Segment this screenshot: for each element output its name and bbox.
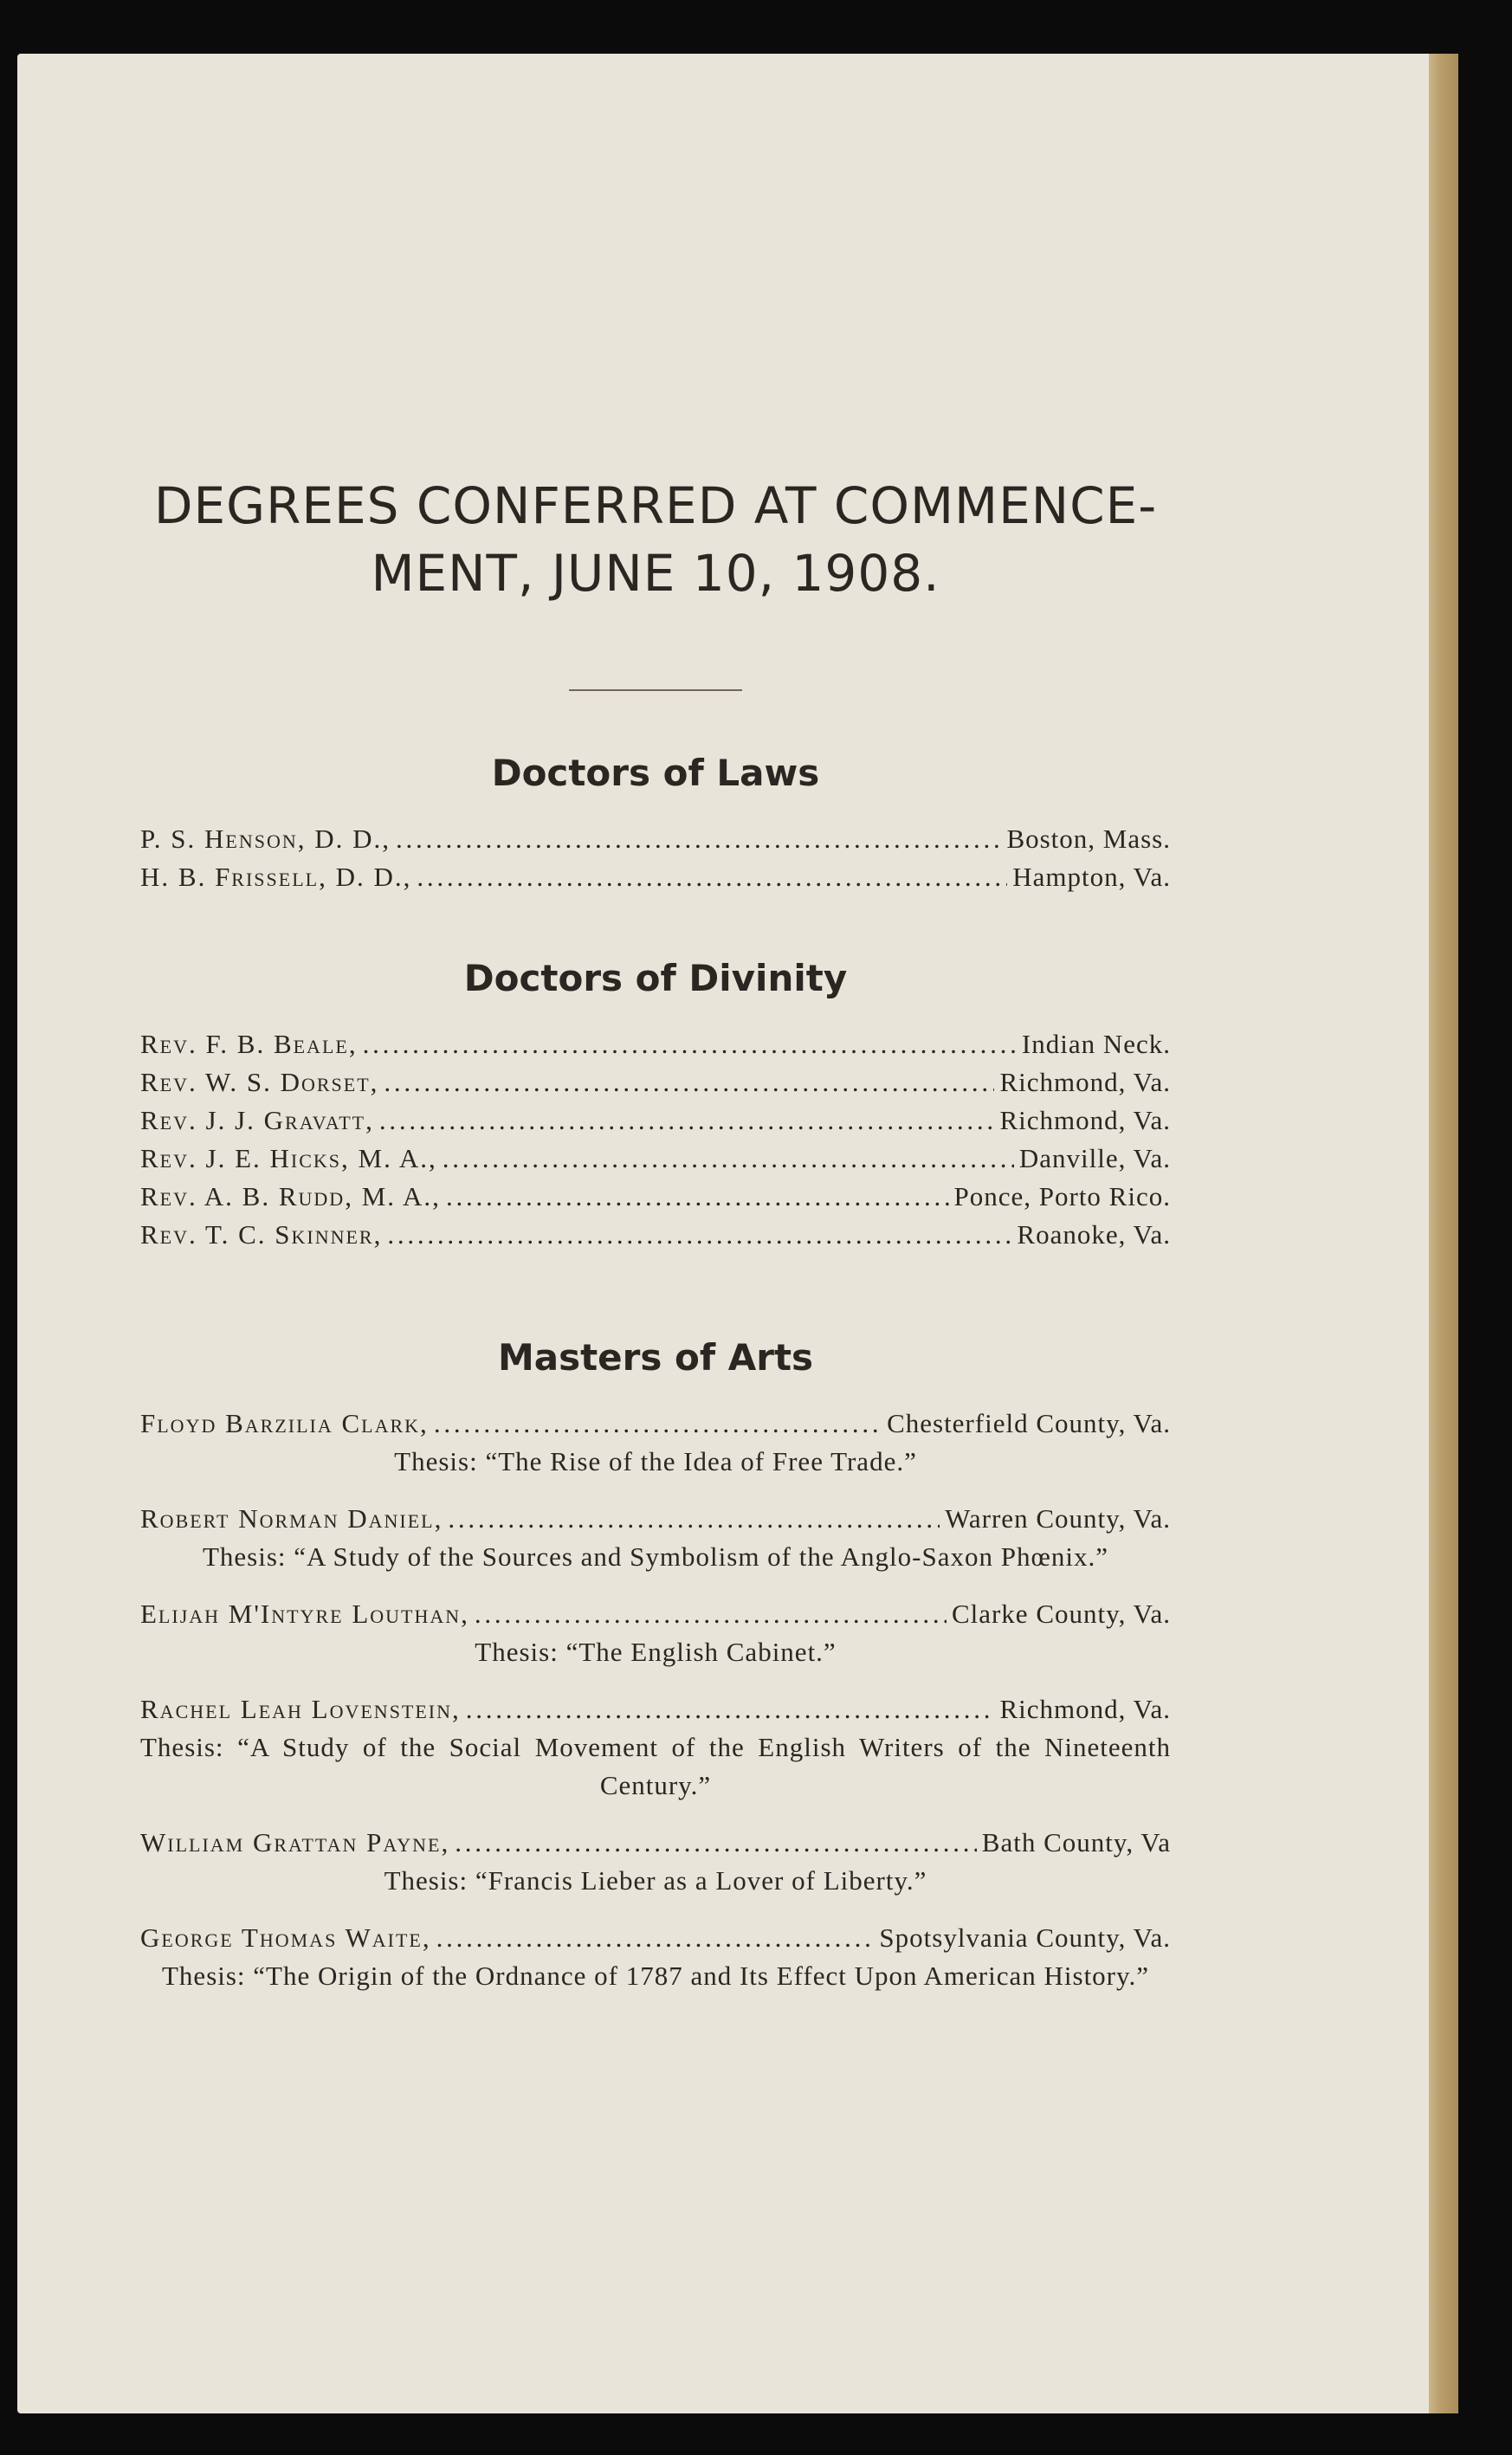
list-item [140, 1595, 1171, 1671]
list-item [140, 858, 1171, 896]
list-item [140, 820, 1171, 858]
section-heading-masters-of-arts: Masters of Arts [497, 1336, 814, 1379]
title-divider [569, 689, 742, 691]
recipient-place: Spotsylvania County, Va. [879, 1922, 1171, 1953]
recipient-place: Boston, Mass. [1006, 824, 1171, 854]
recipient-name: Robert Norman Daniel, [140, 1503, 443, 1534]
leader-dots [417, 858, 1007, 896]
thesis-title: Thesis: “The Origin of the Ordnance of 1787 and Its Effect Upon American History.” [162, 1961, 1149, 1991]
recipient-name: P. S. Henson, D. D., [140, 824, 391, 854]
recipient-name: Rev. F. B. Beale, [140, 1029, 358, 1059]
recipient-place: Bath County, Va [981, 1827, 1171, 1857]
leader-dots [434, 1405, 882, 1443]
recipient-place: Ponce, Porto Rico. [953, 1181, 1171, 1211]
recipient-name: Elijah M'Intyre Louthan, [140, 1599, 469, 1629]
list-item [140, 1216, 1171, 1254]
recipient-place: Clarke County, Va. [951, 1599, 1171, 1629]
thesis-title: Thesis: “Francis Lieber as a Lover of Liberty.” [384, 1865, 927, 1896]
recipient-name: Rev. W. S. Dorset, [140, 1067, 379, 1097]
recipient-place: Chesterfield County, Va. [887, 1408, 1171, 1438]
list-item [140, 1102, 1171, 1140]
recipient-name: Rev. J. J. Gravatt, [140, 1105, 374, 1135]
leader-dots [455, 1824, 977, 1862]
page-title [140, 472, 1171, 607]
recipient-place: Richmond, Va. [999, 1694, 1171, 1724]
page-title-line-2: MENT, JUNE 10, 1908. [371, 544, 940, 603]
recipient-name: Rev. J. E. Hicks, M. A., [140, 1143, 437, 1173]
leader-dots [446, 1178, 949, 1216]
doctors-of-divinity-list [140, 1025, 1171, 1254]
page-title-line-1: DEGREES CONFERRED AT COMMENCE- [153, 476, 1158, 535]
recipient-name: William Grattan Payne, [140, 1827, 450, 1857]
leader-dots [448, 1500, 940, 1538]
list-item [140, 1405, 1171, 1481]
recipient-place: Hampton, Va. [1012, 862, 1171, 892]
recipient-place: Richmond, Va. [999, 1067, 1171, 1097]
leader-dots [475, 1595, 947, 1633]
recipient-place: Roanoke, Va. [1017, 1219, 1171, 1250]
thesis-title: Thesis: “The English Cabinet.” [475, 1637, 837, 1667]
recipient-place: Richmond, Va. [999, 1105, 1171, 1135]
leader-dots [379, 1102, 995, 1140]
list-item [140, 1140, 1171, 1178]
entry-line [140, 1690, 1171, 1728]
thesis-title: Thesis: “A Study of the Sources and Symbolism of the Anglo-Saxon Phœnix.” [202, 1541, 1108, 1572]
entry-line [140, 1595, 1171, 1633]
page-content [140, 472, 1171, 1995]
entry-line [140, 1500, 1171, 1538]
recipient-place: Danville, Va. [1018, 1143, 1171, 1173]
leader-dots [363, 1025, 1017, 1063]
recipient-name: Floyd Barzilia Clark, [140, 1408, 429, 1438]
list-item [140, 1025, 1171, 1063]
recipient-place: Warren County, Va. [945, 1503, 1171, 1534]
section-heading-doctors-of-divinity: Doctors of Divinity [463, 957, 848, 999]
list-item [140, 1919, 1171, 1995]
list-item [140, 1824, 1171, 1900]
leader-dots [466, 1690, 995, 1728]
leader-dots [443, 1140, 1014, 1178]
list-item [140, 1500, 1171, 1576]
recipient-place: Indian Neck. [1021, 1029, 1171, 1059]
recipient-name: Rev. A. B. Rudd, M. A., [140, 1181, 441, 1211]
leader-dots [387, 1216, 1011, 1254]
list-item [140, 1178, 1171, 1216]
recipient-name: Rev. T. C. Skinner, [140, 1219, 383, 1250]
list-item [140, 1690, 1171, 1805]
entry-line [140, 1405, 1171, 1443]
recipient-name: H. B. Frissell, D. D., [140, 862, 412, 892]
leader-dots [436, 1919, 875, 1957]
thesis-title: Thesis: “The Rise of the Idea of Free Trade.” [394, 1446, 917, 1476]
recipient-name: George Thomas Waite, [140, 1922, 431, 1953]
leader-dots [384, 1063, 994, 1102]
thesis-title: Thesis: “A Study of the Social Movement of the English Writers of the Nineteenth Century.” [140, 1732, 1171, 1800]
list-item [140, 1063, 1171, 1102]
recipient-name: Rachel Leah Lovenstein, [140, 1694, 461, 1724]
entry-line [140, 1919, 1171, 1957]
page-edge [1429, 54, 1458, 2413]
leader-dots [396, 820, 1001, 858]
doctors-of-laws-list [140, 820, 1171, 896]
section-heading-doctors-of-laws: Doctors of Laws [491, 752, 820, 794]
masters-of-arts-list [140, 1405, 1171, 1995]
entry-line [140, 1824, 1171, 1862]
